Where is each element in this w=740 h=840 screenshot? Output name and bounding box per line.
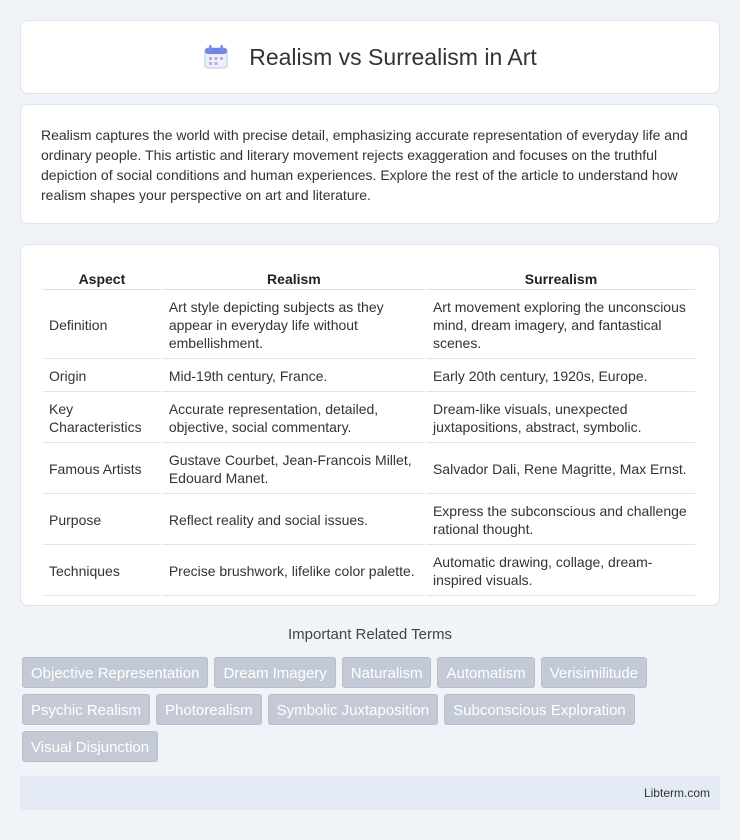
table-row (43, 445, 695, 494)
term-tag[interactable]: Psychic Realism (22, 694, 150, 725)
comparison-table-card (20, 244, 720, 606)
cell-aspect: Key Characteristics (43, 394, 161, 443)
cell-aspect: Techniques (43, 547, 161, 596)
term-tag[interactable]: Dream Imagery (214, 657, 335, 688)
title-card (20, 20, 720, 94)
cell-realism: Gustave Courbet, Jean-Francois Millet, Edouard Manet. (163, 445, 425, 494)
term-tag[interactable]: Subconscious Exploration (444, 694, 635, 725)
cell-aspect: Origin (43, 361, 161, 392)
footer-link[interactable]: Libterm.com (643, 786, 710, 800)
cell-aspect: Famous Artists (43, 445, 161, 494)
table-row (43, 547, 695, 596)
term-tag[interactable]: Naturalism (342, 657, 432, 688)
cell-surrealism: Early 20th century, 1920s, Europe. (427, 361, 695, 392)
term-tag[interactable]: Symbolic Juxtaposition (268, 694, 439, 725)
term-tag[interactable]: Verisimilitude (541, 657, 647, 688)
term-tag[interactable]: Objective Representation (22, 657, 208, 688)
intro-card (20, 104, 720, 224)
term-tag[interactable]: Photorealism (156, 694, 262, 725)
cell-realism: Precise brushwork, lifelike color palette. (163, 547, 425, 596)
table-row (43, 292, 695, 359)
table-row (43, 394, 695, 443)
cell-aspect: Definition (43, 292, 161, 359)
header-aspect: Aspect (43, 267, 161, 290)
table-header-row (43, 267, 695, 290)
table-row (43, 361, 695, 392)
cell-aspect: Purpose (43, 496, 161, 545)
footer (20, 776, 720, 810)
cell-surrealism: Express the subconscious and challenge rational thought. (427, 496, 695, 545)
cell-surrealism: Salvador Dali, Rene Magritte, Max Ernst. (427, 445, 695, 494)
cell-realism: Reflect reality and social issues. (163, 496, 425, 545)
header-realism: Realism (163, 267, 425, 290)
intro-text: Realism captures the world with precise detail, emphasizing accurate representation of everyday life and ordinary people. This artistic and literary movement rejects exaggeration and focuses on the truthful depiction of social conditions and human experiences. Explore the rest of the article to understand how realism shapes your perspective on art and literature. (41, 127, 688, 203)
cell-surrealism: Art movement exploring the unconscious mind, dream imagery, and fantastical scenes. (427, 292, 695, 359)
table-row (43, 496, 695, 545)
page-title: Realism vs Surrealism in Art (249, 43, 537, 70)
cell-surrealism: Dream-like visuals, unexpected juxtapositions, abstract, symbolic. (427, 394, 695, 443)
cell-realism: Mid-19th century, France. (163, 361, 425, 392)
term-tag[interactable]: Automatism (437, 657, 534, 688)
related-terms-title: Important Related Terms (288, 626, 452, 643)
cell-realism: Art style depicting subjects as they appear in everyday life without embellishment. (163, 292, 425, 359)
related-terms-list (22, 657, 722, 768)
term-tag[interactable]: Visual Disjunction (22, 731, 158, 762)
cell-surrealism: Automatic drawing, collage, dream-inspired visuals. (427, 547, 695, 596)
calendar-icon (203, 44, 229, 70)
cell-realism: Accurate representation, detailed, objective, social commentary. (163, 394, 425, 443)
comparison-table (41, 265, 697, 598)
header-surrealism: Surrealism (427, 267, 695, 290)
